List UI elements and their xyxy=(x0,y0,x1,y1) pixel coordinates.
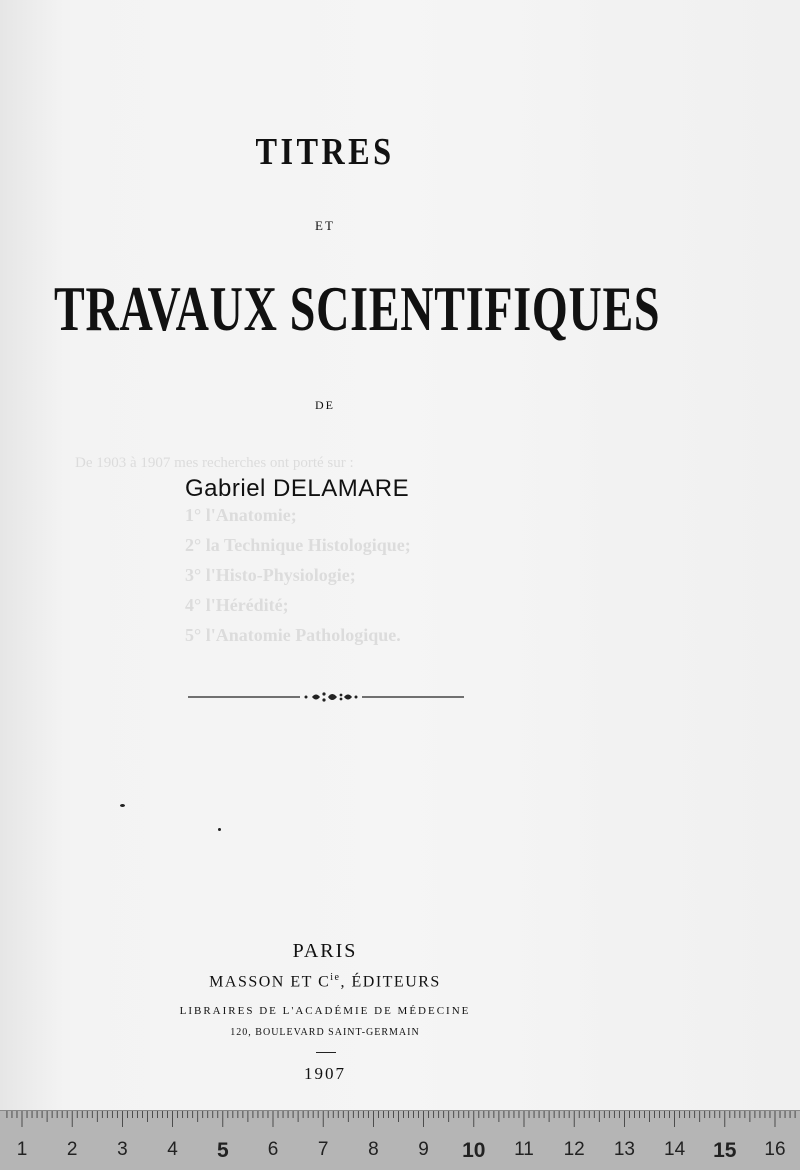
ruler-label: 6 xyxy=(267,1139,279,1160)
ruler-label: 5 xyxy=(216,1139,229,1162)
ruler-label: 15 xyxy=(713,1139,737,1162)
title-line-2: TRAVAUX SCIENTIFIQUES xyxy=(54,273,661,344)
ruler-label: 2 xyxy=(66,1139,78,1160)
author-name: Gabriel DELAMARE xyxy=(185,475,410,502)
publisher-sup: ie xyxy=(330,972,341,983)
publisher-rest: , ÉDITEURS xyxy=(340,973,441,991)
ruler-label: 14 xyxy=(664,1139,686,1160)
ruler-label: 13 xyxy=(613,1139,635,1160)
ink-speck xyxy=(120,804,125,807)
publisher-name xyxy=(0,972,650,991)
bleed-through-line: 3° l'Histo-Physiologie; xyxy=(185,565,356,585)
ruler-label: 4 xyxy=(167,1139,178,1160)
bleed-through-line: 2° la Technique Histologique; xyxy=(185,535,411,555)
year-divider xyxy=(316,1052,336,1053)
ornamental-rule xyxy=(188,690,464,704)
preposition-de: DE xyxy=(315,398,335,412)
ruler-label: 16 xyxy=(764,1139,786,1160)
bleed-through-line: 5° l'Anatomie Pathologique. xyxy=(185,625,401,645)
bleed-through-line: De 1903 à 1907 mes recherches ont porté sur : xyxy=(75,455,354,471)
fleuron-icon xyxy=(305,692,358,701)
ruler-label: 9 xyxy=(418,1139,429,1160)
ruler-label: 8 xyxy=(368,1139,379,1160)
publisher-main: MASSON ET C xyxy=(209,973,331,991)
conjunction-et: ET xyxy=(315,218,335,233)
bleed-through-line: 1° l'Anatomie; xyxy=(185,505,297,525)
publisher-affiliation: LIBRAIRES DE L'ACADÉMIE DE MÉDECINE xyxy=(179,1005,471,1017)
title-line-1: TITRES xyxy=(255,131,395,173)
bleed-through-line: 4° l'Hérédité; xyxy=(185,595,289,615)
ruler-label: 7 xyxy=(317,1139,329,1160)
ink-speck xyxy=(218,828,221,831)
ruler-label: 1 xyxy=(16,1139,28,1160)
measuring-ruler xyxy=(0,1110,800,1170)
publication-city: PARIS xyxy=(292,940,358,962)
publisher-address: 120, BOULEVARD SAINT-GERMAIN xyxy=(230,1027,420,1038)
ruler-label: 3 xyxy=(117,1139,128,1160)
ruler-label: 12 xyxy=(563,1139,585,1160)
ruler-label: 11 xyxy=(514,1139,534,1160)
publication-year: 1907 xyxy=(304,1064,346,1083)
ruler-label: 10 xyxy=(462,1139,486,1162)
